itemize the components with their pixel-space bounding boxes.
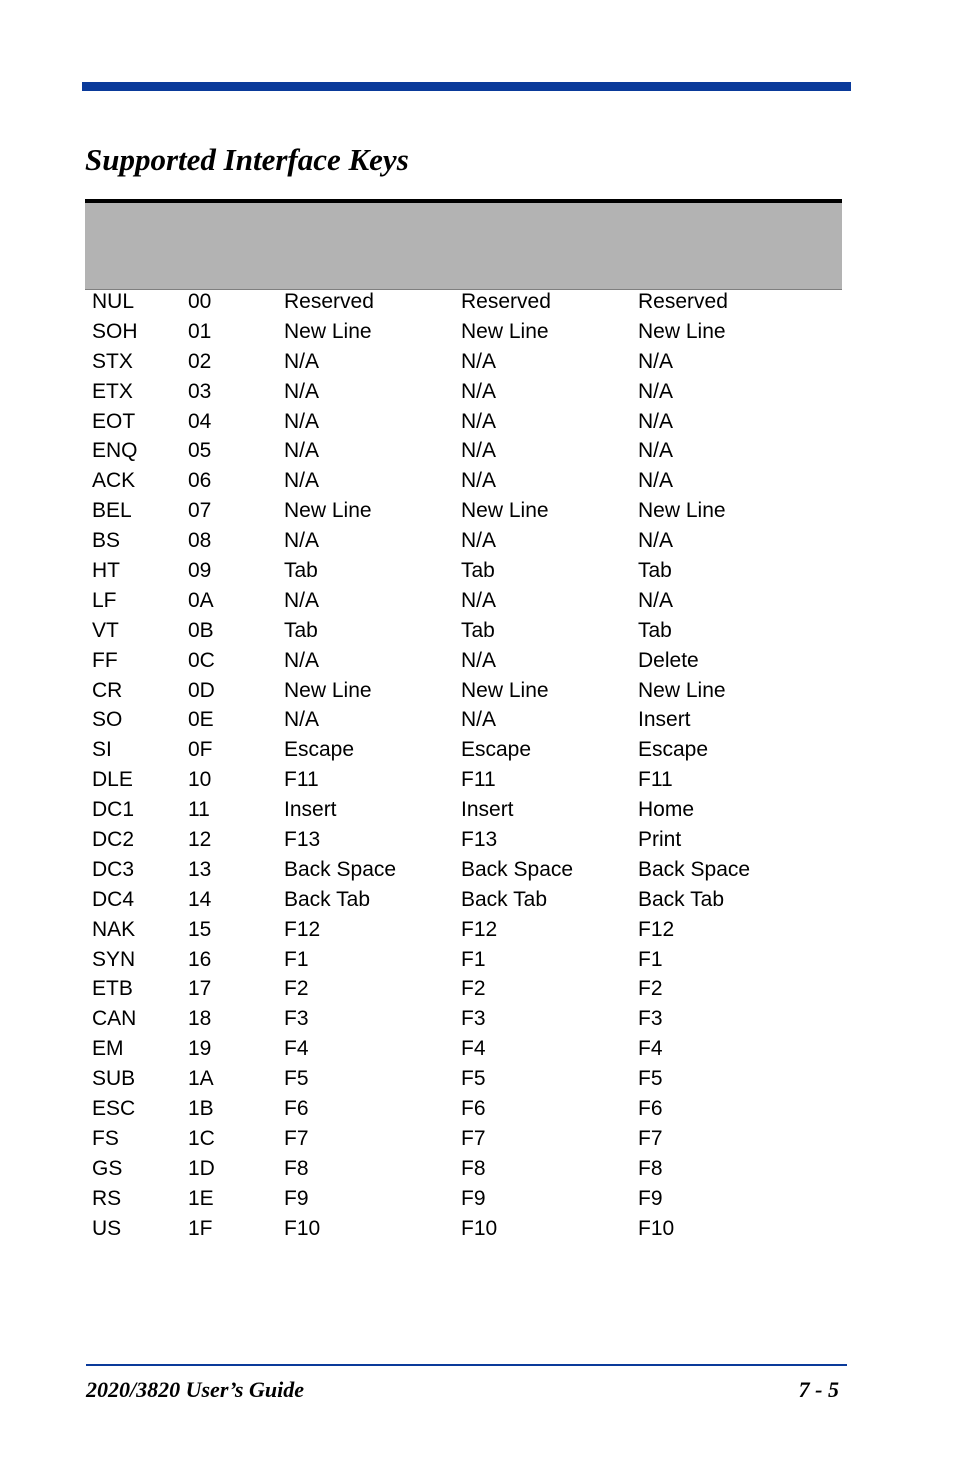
table-cell: 16 [188, 947, 212, 971]
table-cell: BS [92, 529, 121, 553]
table-cell: SI [92, 738, 112, 762]
table-body [85, 287, 842, 1244]
table-cell: F1 [638, 947, 663, 971]
table-cell: F8 [461, 1156, 486, 1180]
table-cell: F10 [284, 1216, 321, 1240]
table-cell: New Line [284, 499, 372, 523]
table-row [85, 945, 842, 975]
table-cell: N/A [284, 379, 320, 403]
table-cell: N/A [638, 409, 674, 433]
table-cell: N/A [638, 588, 674, 612]
table-cell: SO [92, 708, 123, 732]
table-row [85, 915, 842, 945]
table-cell: NAK [92, 917, 136, 941]
table-cell: 1C [188, 1126, 215, 1150]
table-cell: Reserved [284, 289, 374, 313]
table-cell: N/A [284, 648, 320, 672]
footer-page-number: 7 - 5 [798, 1377, 839, 1402]
interface-keys-table [85, 287, 842, 1244]
table-cell: NUL [92, 289, 135, 313]
table-row [85, 556, 842, 586]
table-cell: F8 [284, 1156, 309, 1180]
table-cell: 0B [188, 618, 214, 642]
table-cell: 00 [188, 289, 212, 313]
table-cell: 02 [188, 349, 212, 373]
table-cell: Delete [638, 648, 699, 672]
table-row [85, 765, 842, 795]
table-cell: F12 [638, 917, 675, 941]
table-row [85, 1154, 842, 1184]
table-cell: New Line [461, 319, 549, 343]
table-cell: ETB [92, 977, 133, 1001]
table-cell: F6 [638, 1096, 663, 1120]
table-cell: DC2 [92, 827, 135, 851]
table-cell: Home [638, 798, 695, 822]
table-cell: N/A [461, 529, 497, 553]
table-cell: N/A [638, 529, 674, 553]
table-cell: F10 [461, 1216, 498, 1240]
table-cell: Tab [284, 558, 318, 582]
table-cell: N/A [284, 409, 320, 433]
table-row [85, 347, 842, 377]
table-cell: CR [92, 678, 123, 702]
table-cell: 1B [188, 1096, 214, 1120]
table-cell: 12 [188, 827, 212, 851]
table-row [85, 825, 842, 855]
table-cell: US [92, 1216, 122, 1240]
table-row [85, 496, 842, 526]
table-row [85, 1004, 842, 1034]
table-cell: Escape [461, 738, 532, 762]
top-rule [82, 82, 851, 91]
table-cell: New Line [461, 678, 549, 702]
table-cell: Tab [284, 618, 318, 642]
table-cell: 1E [188, 1186, 214, 1210]
table-cell: 13 [188, 857, 212, 881]
table-cell: 14 [188, 887, 212, 911]
table-cell: F12 [284, 917, 321, 941]
table-cell: ESC [92, 1096, 136, 1120]
table-row [85, 466, 842, 496]
table-cell: 01 [188, 319, 212, 343]
table-row [85, 1094, 842, 1124]
table-cell: EOT [92, 409, 136, 433]
table-cell: BEL [92, 499, 132, 523]
table-cell: 0C [188, 648, 215, 672]
table-cell: New Line [638, 499, 726, 523]
table-cell: DLE [92, 768, 133, 792]
table-cell: F9 [284, 1186, 309, 1210]
table-cell: DC4 [92, 887, 135, 911]
table-cell: New Line [284, 678, 372, 702]
table-cell: N/A [461, 648, 497, 672]
table-cell: 06 [188, 469, 212, 493]
table-cell: New Line [461, 499, 549, 523]
table-cell: F2 [638, 977, 663, 1001]
table-cell: F4 [638, 1037, 663, 1061]
table-cell: F10 [638, 1216, 675, 1240]
table-cell: Back Tab [284, 887, 370, 911]
table-row [85, 1034, 842, 1064]
table-row [85, 795, 842, 825]
page-title: Supported Interface Keys [85, 142, 409, 177]
table-row [85, 317, 842, 347]
table-cell: N/A [461, 349, 497, 373]
table-cell: 04 [188, 409, 212, 433]
table-cell: DC3 [92, 857, 135, 881]
table-cell: 07 [188, 499, 212, 523]
table-cell: Back Space [638, 857, 751, 881]
table-cell: F8 [638, 1156, 663, 1180]
table-row [85, 616, 842, 646]
table-cell: 05 [188, 439, 212, 463]
table-cell: 17 [188, 977, 212, 1001]
table-cell: ENQ [92, 439, 138, 463]
table-cell: 0A [188, 588, 214, 612]
table-row [85, 1184, 842, 1214]
table-cell: DC1 [92, 798, 135, 822]
table-row [85, 436, 842, 466]
table-cell: 0E [188, 708, 214, 732]
table-cell: SYN [92, 947, 136, 971]
table-cell: FS [92, 1126, 119, 1150]
table-cell: F9 [461, 1186, 486, 1210]
table-cell: N/A [638, 349, 674, 373]
table-cell: Print [638, 827, 682, 851]
table-cell: F3 [461, 1007, 486, 1031]
table-cell: F5 [638, 1067, 663, 1091]
table-cell: 10 [188, 768, 212, 792]
table-cell: Insert [638, 708, 691, 732]
table-cell: Back Space [284, 857, 397, 881]
table-cell: N/A [461, 708, 497, 732]
table-cell: 03 [188, 379, 212, 403]
table-cell: Escape [284, 738, 355, 762]
table-cell: 1A [188, 1067, 214, 1091]
table-row [85, 287, 842, 317]
table-cell: 08 [188, 529, 212, 553]
table-cell: New Line [638, 678, 726, 702]
table-cell: ACK [92, 469, 136, 493]
table-cell: 11 [188, 798, 210, 822]
table-cell: Insert [461, 798, 514, 822]
table-cell: F1 [461, 947, 486, 971]
table-cell: F12 [461, 917, 498, 941]
table-row [85, 1214, 842, 1244]
footer-guide-title: 2020/3820 User’s Guide [86, 1377, 304, 1402]
table-cell: F1 [284, 947, 309, 971]
table-row [85, 407, 842, 437]
table-cell: F2 [461, 977, 486, 1001]
table-cell: F7 [638, 1126, 663, 1150]
table-cell: EM [92, 1037, 124, 1061]
table-row [85, 855, 842, 885]
table-cell: 1D [188, 1156, 215, 1180]
table-cell: Reserved [461, 289, 551, 313]
table-cell: N/A [461, 588, 497, 612]
table-cell: F4 [284, 1037, 309, 1061]
table-cell: Insert [284, 798, 337, 822]
table-row [85, 1064, 842, 1094]
table-cell: F2 [284, 977, 309, 1001]
table-cell: Tab [638, 618, 672, 642]
table-row [85, 586, 842, 616]
table-cell: F13 [284, 827, 321, 851]
table-cell: SOH [92, 319, 138, 343]
table-cell: F5 [284, 1067, 309, 1091]
table-cell: N/A [284, 469, 320, 493]
table-cell: FF [92, 648, 118, 672]
table-cell: F4 [461, 1037, 486, 1061]
table-cell: VT [92, 618, 119, 642]
table-cell: N/A [461, 409, 497, 433]
table-cell: Escape [638, 738, 709, 762]
table-cell: F11 [461, 768, 496, 792]
table-row [85, 705, 842, 735]
table-cell: Back Space [461, 857, 574, 881]
table-cell: Tab [461, 618, 495, 642]
table-row [85, 1124, 842, 1154]
table-row [85, 735, 842, 765]
table-cell: Back Tab [638, 887, 724, 911]
table-cell: N/A [461, 469, 497, 493]
table-row [85, 676, 842, 706]
table-cell: 18 [188, 1007, 212, 1031]
table-cell: RS [92, 1186, 122, 1210]
table-cell: F6 [284, 1096, 309, 1120]
table-cell: F6 [461, 1096, 486, 1120]
table-cell: 1F [188, 1216, 213, 1240]
table-cell: STX [92, 349, 133, 373]
table-cell: N/A [284, 439, 320, 463]
table-cell: N/A [284, 708, 320, 732]
table-cell: 0D [188, 678, 215, 702]
table-cell: F5 [461, 1067, 486, 1091]
table-cell: N/A [638, 379, 674, 403]
table-cell: New Line [638, 319, 726, 343]
table-cell: LF [92, 588, 117, 612]
table-cell: N/A [638, 439, 674, 463]
table-cell: F11 [638, 768, 673, 792]
table-cell: GS [92, 1156, 123, 1180]
table-cell: F7 [284, 1126, 309, 1150]
table-cell: 19 [188, 1037, 212, 1061]
table-cell: CAN [92, 1007, 137, 1031]
table-cell: F13 [461, 827, 498, 851]
table-cell: F11 [284, 768, 319, 792]
table-cell: 0F [188, 738, 213, 762]
table-cell: Back Tab [461, 887, 547, 911]
bottom-rule [86, 1364, 847, 1366]
table-row [85, 646, 842, 676]
table-cell: N/A [284, 529, 320, 553]
table-cell: N/A [284, 349, 320, 373]
table-cell: 09 [188, 558, 212, 582]
table-cell: SUB [92, 1067, 136, 1091]
table-cell: Tab [638, 558, 672, 582]
table-cell: HT [92, 558, 120, 582]
table-row [85, 526, 842, 556]
table-cell: N/A [284, 588, 320, 612]
table-cell: F3 [638, 1007, 663, 1031]
table-cell: F3 [284, 1007, 309, 1031]
table-cell: F9 [638, 1186, 663, 1210]
table-cell: N/A [461, 439, 497, 463]
table-header [85, 199, 842, 290]
table-cell: F7 [461, 1126, 486, 1150]
table-cell: ETX [92, 379, 133, 403]
table-cell: N/A [461, 379, 497, 403]
table-row [85, 377, 842, 407]
table-cell: Tab [461, 558, 495, 582]
table-cell: 15 [188, 917, 212, 941]
table-cell: New Line [284, 319, 372, 343]
table-row [85, 885, 842, 915]
table-row [85, 974, 842, 1004]
table-cell: Reserved [638, 289, 728, 313]
table-cell: N/A [638, 469, 674, 493]
